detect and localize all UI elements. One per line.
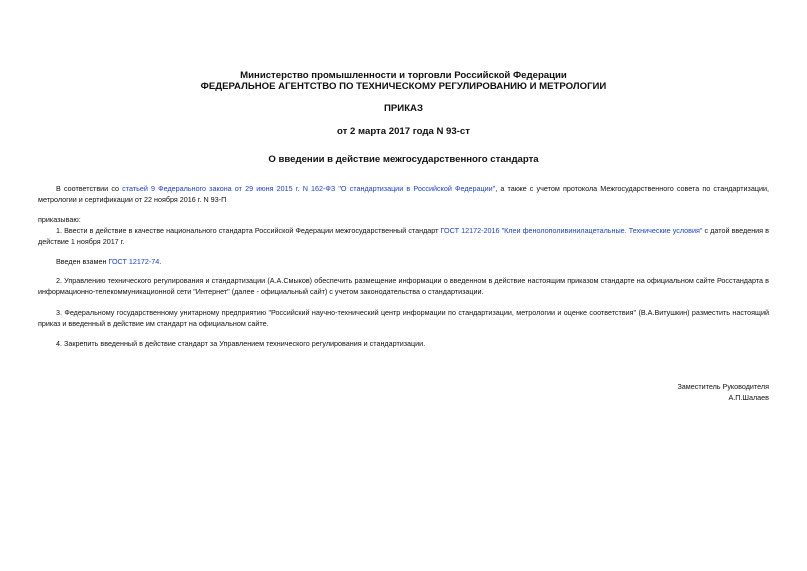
document-date-number: от 2 марта 2017 года N 93-ст [337, 126, 470, 137]
intro-prefix: В соответствии со [56, 184, 123, 193]
intro-paragraph [38, 184, 769, 205]
item-1-prefix: 1. Ввести в действие в качестве национального стандарта Российской Федерации межгосударственный стандарт [56, 226, 441, 235]
signatory-name: А.П.Шалаев [728, 393, 769, 402]
gost-74-link[interactable]: ГОСТ 12172-74 [108, 257, 160, 266]
law-link[interactable]: статьей 9 Федерального закона от 29 июня 2015 г. N 162-ФЗ "О стандартизации в Российской Федерации" [122, 184, 496, 193]
gost-2016-link[interactable]: ГОСТ 12172-2016 "Клеи фенолополивинилацетальные. Технические условия" [440, 226, 703, 235]
replaced-paragraph [38, 257, 769, 268]
intro-suffix: , а также с учетом протокола Межгосударственного совета по стандартизации, метрологии и сертификации от 22 ноября 2016 г. N 93-П [38, 184, 769, 204]
replaced-prefix: Введен взамен [56, 257, 109, 266]
document-type: ПРИКАЗ [384, 103, 423, 114]
document-subject: О введении в действие межгосударственного стандарта [268, 154, 539, 165]
replaced-suffix: . [159, 257, 162, 266]
agency-name: ФЕДЕРАЛЬНОЕ АГЕНТСТВО ПО ТЕХНИЧЕСКОМУ РЕГУЛИРОВАНИЮ И МЕТРОЛОГИИ [200, 81, 607, 92]
signatory-position: Заместитель Руководителя [677, 382, 769, 391]
item-4-paragraph: 4. Закрепить введенный в действие стандарт за Управлением технического регулирования и стандартизации. [56, 339, 426, 348]
order-word: приказываю: [38, 215, 81, 224]
item-1-paragraph [38, 226, 769, 247]
item-3-paragraph: 3. Федеральному государственному унитарному предприятию "Российский научно-технический центр информации по стандартизации, метрологии и оценке соответствия" (В.А.Витушкин) разместить настоящий приказ и введенный в действие им стандарт на официальном сайте. [38, 308, 769, 328]
item-2-paragraph: 2. Управлению технического регулирования и стандартизации (А.А.Смыков) обеспечить размещение информации о введенном в действие настоящим приказом стандарте на официальном сайте Росстандарта в информационно-телекоммуникационной сети "Интернет" (далее - официальный сайт) с учетом законодательства о стандартизации. [38, 276, 769, 296]
item-1-suffix: с датой введения в действие 1 ноября 2017 г. [38, 226, 770, 246]
ministry-name: Министерство промышленности и торговли Российской Федерации [240, 70, 567, 81]
